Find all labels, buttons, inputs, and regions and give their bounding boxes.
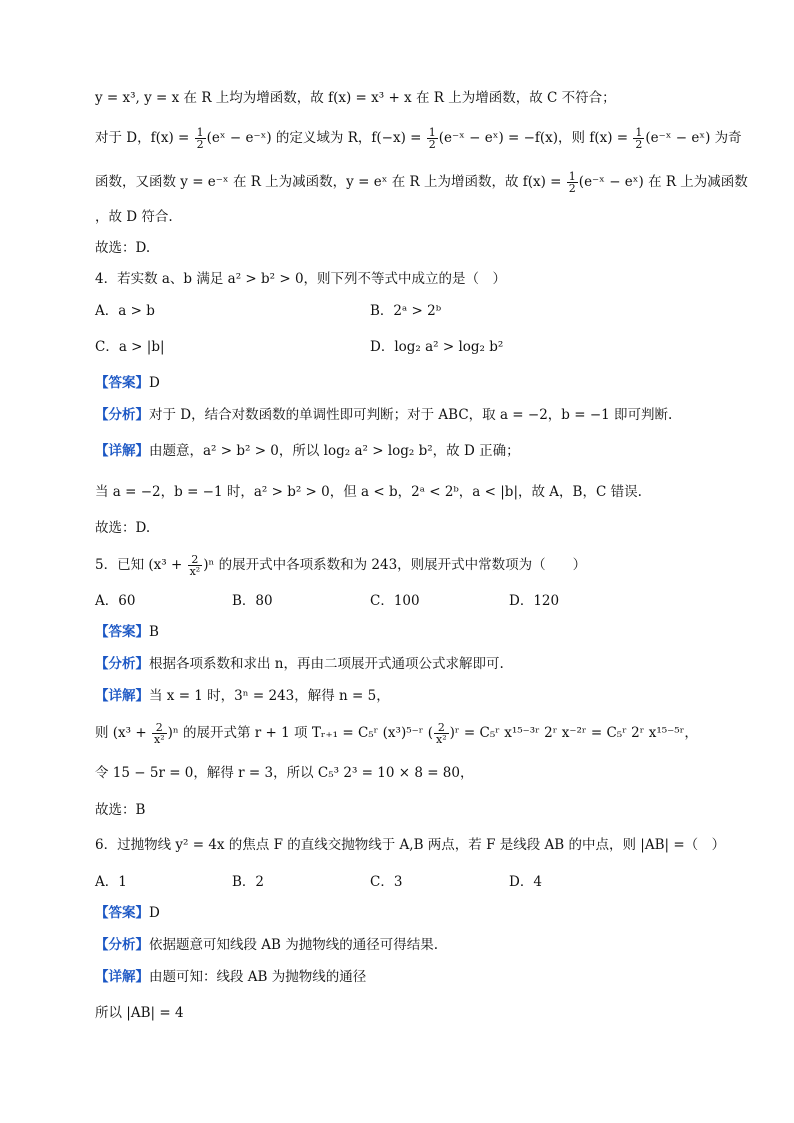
two-over-x2-fraction: $\frac{2}{\text{x²}}$ bbox=[153, 721, 165, 746]
q5-detail-2a: 则 (x³ + bbox=[95, 725, 151, 741]
half-fraction: $\frac{1}{2}$ bbox=[428, 126, 436, 151]
prev-line-2 bbox=[95, 127, 742, 150]
two-over-x2-fraction: $\frac{2}{\text{x²}}$ bbox=[436, 721, 447, 746]
answer-tag: 【答案】 bbox=[95, 905, 149, 921]
prev-line-3b: (e⁻ˣ − eˣ) 在 R 上为减函数 bbox=[578, 174, 748, 190]
detail-tag: 【详解】 bbox=[95, 443, 149, 459]
q5-detail-text-1: 当 x = 1 时，3ⁿ = 243，解得 n = 5， bbox=[149, 688, 390, 704]
q4-stem: 4．若实数 a、b 满足 a² > b² > 0，则下列不等式中成立的是（ ） bbox=[95, 271, 507, 287]
q5-analysis-text: 根据各项系数和求出 n，再由二项展开式通项公式求解即可. bbox=[149, 656, 504, 672]
q4-option-c: C．a > |b| bbox=[95, 339, 165, 355]
q6-analysis-text: 依据题意可知线段 AB 为抛物线的通径可得结果. bbox=[149, 937, 439, 953]
q4-choose: 故选：D. bbox=[95, 520, 151, 536]
two-over-x2-fraction: $\frac{2}{\text{x²}}$ bbox=[189, 553, 201, 578]
q4-analysis bbox=[95, 405, 672, 425]
q4-detail-2: 当 a = −2，b = −1 时，a² > b² > 0，但 a < b，2ᵃ < 2ᵇ，a < |b|，故 A，B，C 错误. bbox=[95, 484, 642, 500]
detail-tag: 【详解】 bbox=[95, 688, 149, 704]
q6-option-b: B．2 bbox=[232, 874, 265, 890]
q5-stem-a: 5．已知 (x³ + bbox=[95, 557, 187, 573]
q5-answer-value: B bbox=[149, 624, 159, 640]
q5-option-b: B．80 bbox=[232, 593, 273, 609]
answer-tag: 【答案】 bbox=[95, 624, 149, 640]
prev-line-4: ，故 D 符合. bbox=[95, 209, 173, 225]
q5-answer bbox=[95, 622, 159, 642]
detail-tag: 【详解】 bbox=[95, 969, 149, 985]
q5-detail-2 bbox=[95, 722, 698, 745]
prev-line-3 bbox=[95, 171, 748, 194]
q5-choose: 故选：B bbox=[95, 802, 146, 818]
q4-option-d: D．log₂ a² > log₂ b² bbox=[370, 339, 504, 355]
half-fraction: $\frac{1}{2}$ bbox=[635, 126, 643, 151]
q5-analysis bbox=[95, 654, 504, 674]
q6-analysis bbox=[95, 935, 438, 955]
q5-detail-2b: )ⁿ 的展开式第 r + 1 项 Tᵣ₊₁ = C₅ʳ (x³)⁵⁻ʳ ( bbox=[167, 725, 434, 741]
prev-line-2b: (eˣ − e⁻ˣ) 的定义域为 R，f(−x) = bbox=[206, 130, 426, 146]
q4-option-b: B．2ᵃ > 2ᵇ bbox=[370, 303, 442, 319]
q6-option-a: A．1 bbox=[95, 874, 127, 890]
q6-option-d: D．4 bbox=[509, 874, 542, 890]
q6-detail-2: 所以 |AB| = 4 bbox=[95, 1005, 184, 1021]
q5-option-a: A．60 bbox=[95, 593, 136, 609]
q5-stem-b: )ⁿ 的展开式中各项系数和为 243，则展开式中常数项为（ ） bbox=[203, 557, 587, 573]
analysis-tag: 【分析】 bbox=[95, 937, 149, 953]
prev-line-2d: (e⁻ˣ − eˣ) 为奇 bbox=[645, 130, 742, 146]
q6-stem: 6．过抛物线 y² = 4x 的焦点 F 的直线交抛物线于 A,B 两点，若 F 是线段 AB 的中点，则 |AB| =（ ） bbox=[95, 837, 726, 853]
q6-detail bbox=[95, 967, 366, 987]
q5-option-d: D．120 bbox=[509, 593, 560, 609]
q6-option-c: C．3 bbox=[370, 874, 403, 890]
q4-detail-text-1: 由题意，a² > b² > 0，所以 log₂ a² > log₂ b²，故 D 正确； bbox=[149, 443, 520, 459]
q4-answer-value: D bbox=[149, 375, 160, 391]
prev-choose: 故选：D. bbox=[95, 240, 151, 256]
q4-option-a: A．a > b bbox=[95, 303, 155, 319]
half-fraction: $\frac{1}{2}$ bbox=[196, 126, 204, 151]
q5-detail-3: 令 15 − 5r = 0，解得 r = 3，所以 C₅³ 2³ = 10 × 8 = 80， bbox=[95, 765, 474, 781]
q4-answer bbox=[95, 373, 160, 393]
q5-option-c: C．100 bbox=[370, 593, 420, 609]
q5-detail bbox=[95, 686, 390, 706]
q6-detail-text-1: 由题可知：线段 AB 为抛物线的通径 bbox=[149, 969, 367, 985]
prev-line-1: y = x³, y = x 在 R 上均为增函数，故 f(x) = x³ + x 在 R 上为增函数，故 C 不符合； bbox=[95, 90, 616, 106]
q6-answer-value: D bbox=[149, 905, 160, 921]
prev-line-2a: 对于 D，f(x) = bbox=[95, 130, 194, 146]
analysis-tag: 【分析】 bbox=[95, 656, 149, 672]
q5-detail-2c: )ʳ = C₅ʳ x¹⁵⁻³ʳ 2ʳ x⁻²ʳ = C₅ʳ 2ʳ x¹⁵⁻⁵ʳ， bbox=[449, 725, 698, 741]
q4-analysis-text: 对于 D，结合对数函数的单调性即可判断；对于 ABC，取 a = −2，b = −1 即可判断. bbox=[149, 407, 673, 423]
answer-tag: 【答案】 bbox=[95, 375, 149, 391]
prev-line-2c: (e⁻ˣ − eˣ) = −f(x)，则 f(x) = bbox=[438, 130, 633, 146]
q5-stem bbox=[95, 554, 586, 577]
q4-detail bbox=[95, 441, 520, 461]
q6-answer bbox=[95, 903, 160, 923]
prev-line-3a: 函数，又函数 y = e⁻ˣ 在 R 上为减函数，y = eˣ 在 R 上为增函数，故 f(x) = bbox=[95, 174, 566, 190]
half-fraction: $\frac{1}{2}$ bbox=[568, 170, 576, 195]
analysis-tag: 【分析】 bbox=[95, 407, 149, 423]
